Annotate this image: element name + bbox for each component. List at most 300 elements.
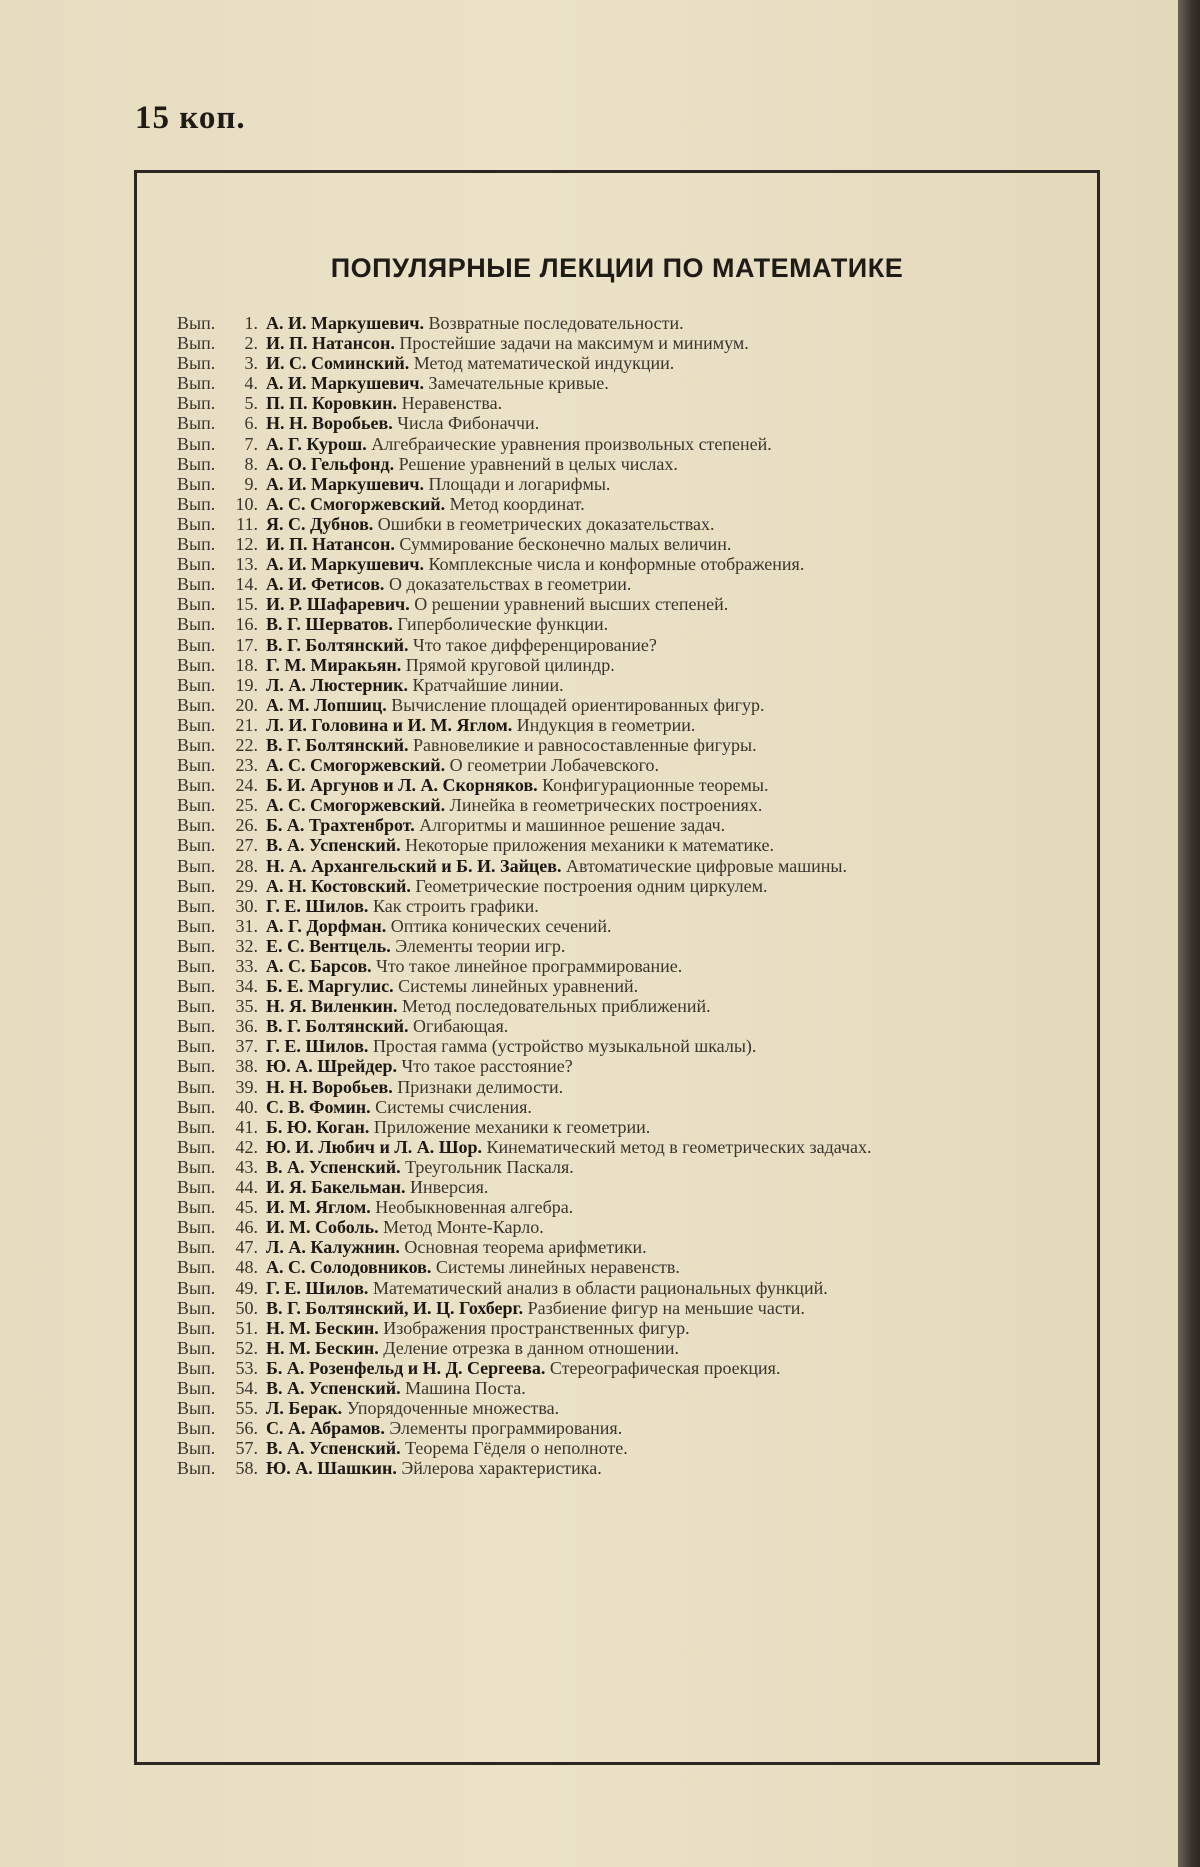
issue-number: 56. bbox=[235, 1418, 258, 1439]
issue-number: 43. bbox=[235, 1156, 258, 1177]
issue-title: Необыкновенная алгебра. bbox=[375, 1197, 574, 1218]
issue-text bbox=[266, 876, 1057, 896]
issue-number: 7. bbox=[244, 433, 258, 454]
issue-entry bbox=[177, 695, 1057, 715]
issue-number: 52. bbox=[235, 1337, 258, 1358]
issue-entry bbox=[177, 1117, 1057, 1137]
issue-number: 40. bbox=[235, 1096, 258, 1117]
issue-text bbox=[266, 514, 1057, 534]
issue-number: 1. bbox=[244, 313, 258, 333]
issue-prefix: Вып. bbox=[177, 1357, 216, 1378]
issue-entry bbox=[177, 876, 1057, 896]
issue-text bbox=[266, 1137, 1057, 1157]
issue-author: И. Р. Шафаревич. bbox=[266, 594, 410, 615]
issue-prefix: Вып. bbox=[177, 1016, 216, 1037]
issue-number: 24. bbox=[235, 775, 258, 796]
issue-entry bbox=[177, 514, 1057, 534]
issue-number: 32. bbox=[235, 935, 258, 956]
issue-author: В. А. Успенский. bbox=[266, 1156, 401, 1177]
issue-entry bbox=[177, 1036, 1057, 1056]
issue-author: А. И. Маркушевич. bbox=[266, 473, 425, 494]
issue-title: Конфигурационные теоремы. bbox=[542, 775, 769, 796]
issue-prefix: Вып. bbox=[177, 1317, 216, 1338]
issue-author: Л. А. Калужнин. bbox=[266, 1237, 400, 1258]
issue-title: Основная теорема арифметики. bbox=[404, 1237, 647, 1258]
issue-entry bbox=[177, 1278, 1057, 1298]
issue-text bbox=[266, 1157, 1057, 1177]
issue-prefix: Вып. bbox=[177, 694, 216, 715]
issue-text bbox=[266, 795, 1057, 815]
issue-title: О геометрии Лобачевского. bbox=[449, 755, 660, 776]
issue-text bbox=[266, 574, 1057, 594]
issue-number: 31. bbox=[235, 915, 258, 936]
issue-text bbox=[266, 1378, 1057, 1398]
issue-number: 37. bbox=[235, 1036, 258, 1057]
issue-prefix: Вып. bbox=[177, 895, 216, 916]
issue-number: 22. bbox=[235, 734, 258, 755]
issue-prefix: Вып. bbox=[177, 976, 216, 997]
issue-text bbox=[266, 454, 1057, 474]
issue-author: А. С. Смогоржевский. bbox=[266, 795, 446, 816]
issue-text bbox=[266, 856, 1057, 876]
issue-prefix: Вып. bbox=[177, 1136, 216, 1157]
issue-list bbox=[177, 313, 1057, 1478]
issue-number: 41. bbox=[235, 1116, 258, 1137]
issue-title: Суммирование бесконечно малых величин. bbox=[399, 534, 732, 555]
issue-text bbox=[266, 594, 1057, 614]
issue-title: Изображения пространственных фигур. bbox=[383, 1317, 690, 1338]
issue-number: 29. bbox=[235, 875, 258, 896]
issue-title: Элементы программирования. bbox=[389, 1418, 623, 1439]
issue-title: Метод Монте-Карло. bbox=[383, 1217, 544, 1238]
issue-number: 23. bbox=[235, 755, 258, 776]
issue-author: Б. Ю. Коган. bbox=[266, 1116, 370, 1137]
issue-title: Элементы теории игр. bbox=[395, 935, 566, 956]
issue-author: А. Г. Дорфман. bbox=[266, 915, 387, 936]
issue-prefix: Вып. bbox=[177, 1458, 216, 1479]
issue-prefix: Вып. bbox=[177, 714, 216, 735]
issue-title: Вычисление площадей ориентированных фигур. bbox=[391, 694, 765, 715]
issue-author: Б. А. Розенфельд и Н. Д. Сергеева. bbox=[266, 1357, 546, 1378]
issue-author: Е. С. Вентцель. bbox=[266, 935, 391, 956]
issue-text bbox=[266, 1217, 1057, 1237]
issue-entry bbox=[177, 373, 1057, 393]
issue-prefix: Вып. bbox=[177, 1156, 216, 1177]
issue-prefix: Вып. bbox=[177, 574, 216, 595]
issue-title: Гиперболические функции. bbox=[397, 614, 609, 635]
issue-author: А. С. Барсов. bbox=[266, 956, 372, 976]
issue-text bbox=[266, 1458, 1057, 1478]
issue-prefix: Вып. bbox=[177, 534, 216, 555]
issue-text bbox=[266, 775, 1057, 795]
issue-number: 58. bbox=[235, 1458, 258, 1479]
issue-entry bbox=[177, 635, 1057, 655]
issue-entry bbox=[177, 1378, 1057, 1398]
issue-number: 36. bbox=[235, 1016, 258, 1037]
issue-title: Площади и логарифмы. bbox=[428, 473, 611, 494]
issue-text bbox=[266, 635, 1057, 655]
issue-number: 9. bbox=[244, 473, 258, 494]
issue-entry bbox=[177, 1056, 1057, 1076]
issue-title: Упорядоченные множества. bbox=[346, 1398, 560, 1419]
issue-title: Алгоритмы и машинное решение задач. bbox=[419, 815, 726, 836]
issue-author: Н. Я. Виленкин. bbox=[266, 996, 398, 1017]
series-heading: ПОПУЛЯРНЫЕ ЛЕКЦИИ ПО МАТЕМАТИКЕ bbox=[330, 253, 904, 283]
issue-entry bbox=[177, 1438, 1057, 1458]
issue-entry bbox=[177, 333, 1057, 353]
issue-entry bbox=[177, 996, 1057, 1016]
issue-number: 8. bbox=[244, 453, 258, 474]
issue-prefix: Вып. bbox=[177, 734, 216, 755]
issue-title: Системы линейных уравнений. bbox=[398, 976, 639, 997]
issue-number: 3. bbox=[244, 353, 258, 374]
issue-prefix: Вып. bbox=[177, 473, 216, 494]
issue-number: 47. bbox=[235, 1237, 258, 1258]
issue-prefix: Вып. bbox=[177, 1337, 216, 1358]
issue-title: Решение уравнений в целых числах. bbox=[398, 453, 678, 474]
issue-number: 6. bbox=[244, 413, 258, 434]
issue-text bbox=[266, 976, 1057, 996]
issue-prefix: Вып. bbox=[177, 634, 216, 655]
issue-prefix: Вып. bbox=[177, 1398, 216, 1419]
issue-author: В. Г. Болтянский. bbox=[266, 734, 409, 755]
issue-entry bbox=[177, 574, 1057, 594]
issue-entry bbox=[177, 675, 1057, 695]
issue-entry bbox=[177, 1458, 1057, 1478]
issue-title: Геометрические построения одним циркулем. bbox=[415, 875, 768, 896]
issue-prefix: Вып. bbox=[177, 353, 216, 374]
issue-title: Что такое расстояние? bbox=[401, 1056, 573, 1077]
issue-text bbox=[266, 1237, 1057, 1257]
issue-author: В. Г. Болтянский. bbox=[266, 634, 409, 655]
issue-text bbox=[266, 1117, 1057, 1137]
issue-prefix: Вып. bbox=[177, 333, 216, 354]
issue-number: 14. bbox=[235, 574, 258, 595]
issue-prefix: Вып. bbox=[177, 313, 216, 333]
issue-prefix: Вып. bbox=[177, 1096, 216, 1117]
issue-title: Деление отрезка в данном отношении. bbox=[383, 1337, 680, 1358]
issue-title: Треугольник Паскаля. bbox=[405, 1156, 574, 1177]
issue-text bbox=[266, 1036, 1057, 1056]
issue-number: 19. bbox=[235, 674, 258, 695]
issue-number: 35. bbox=[235, 996, 258, 1017]
issue-prefix: Вып. bbox=[177, 393, 216, 414]
issue-number: 46. bbox=[235, 1217, 258, 1238]
issue-title: Что такое линейное программирование. bbox=[376, 956, 683, 976]
series-frame bbox=[134, 170, 1100, 1765]
issue-prefix: Вып. bbox=[177, 835, 216, 856]
issue-number: 44. bbox=[235, 1177, 258, 1198]
issue-prefix: Вып. bbox=[177, 1277, 216, 1298]
issue-text bbox=[266, 494, 1057, 514]
issue-entry bbox=[177, 815, 1057, 835]
issue-entry bbox=[177, 534, 1057, 554]
issue-prefix: Вып. bbox=[177, 1036, 216, 1057]
issue-entry bbox=[177, 353, 1057, 373]
issue-prefix: Вып. bbox=[177, 956, 216, 976]
issue-entry bbox=[177, 1318, 1057, 1338]
issue-author: В. Г. Шерватов. bbox=[266, 614, 393, 635]
issue-entry bbox=[177, 715, 1057, 735]
issue-prefix: Вып. bbox=[177, 775, 216, 796]
issue-number: 51. bbox=[235, 1317, 258, 1338]
issue-text bbox=[266, 413, 1057, 433]
issue-author: А. М. Лопшиц. bbox=[266, 694, 387, 715]
issue-title: Метод последовательных приближений. bbox=[401, 996, 711, 1017]
issue-text bbox=[266, 1278, 1057, 1298]
issue-title: Возвратные последовательности. bbox=[428, 313, 684, 333]
issue-prefix: Вып. bbox=[177, 875, 216, 896]
issue-entry bbox=[177, 1257, 1057, 1277]
issue-text bbox=[266, 373, 1057, 393]
issue-number: 49. bbox=[235, 1277, 258, 1298]
issue-author: С. А. Абрамов. bbox=[266, 1418, 385, 1439]
issue-entry bbox=[177, 775, 1057, 795]
issue-entry bbox=[177, 393, 1057, 413]
issue-author: В. А. Успенский. bbox=[266, 835, 401, 856]
issue-text bbox=[266, 735, 1057, 755]
issue-text bbox=[266, 695, 1057, 715]
issue-entry bbox=[177, 1137, 1057, 1157]
issue-text bbox=[266, 1177, 1057, 1197]
issue-author: П. П. Коровкин. bbox=[266, 393, 398, 414]
issue-number: 20. bbox=[235, 694, 258, 715]
issue-text bbox=[266, 835, 1057, 855]
issue-text bbox=[266, 434, 1057, 454]
issue-text bbox=[266, 1097, 1057, 1117]
issue-entry bbox=[177, 1016, 1057, 1036]
issue-title: Системы линейных неравенств. bbox=[435, 1257, 680, 1278]
issue-number: 48. bbox=[235, 1257, 258, 1278]
issue-entry bbox=[177, 956, 1057, 976]
issue-title: Индукция в геометрии. bbox=[516, 714, 696, 735]
issue-number: 57. bbox=[235, 1438, 258, 1459]
issue-title: Системы счисления. bbox=[375, 1096, 532, 1117]
issue-title: Некоторые приложения механики к математике. bbox=[405, 835, 774, 856]
issue-prefix: Вып. bbox=[177, 855, 216, 876]
issue-entry bbox=[177, 735, 1057, 755]
issue-prefix: Вып. bbox=[177, 614, 216, 635]
issue-prefix: Вып. bbox=[177, 1257, 216, 1278]
issue-number: 10. bbox=[235, 493, 258, 514]
issue-entry bbox=[177, 1197, 1057, 1217]
issue-author: Н. Н. Воробьев. bbox=[266, 413, 393, 434]
issue-text bbox=[266, 1318, 1057, 1338]
issue-entry bbox=[177, 313, 1057, 333]
issue-entry bbox=[177, 936, 1057, 956]
issue-title: Эйлерова характеристика. bbox=[401, 1458, 602, 1479]
issue-author: А. И. Маркушевич. bbox=[266, 554, 425, 575]
issue-prefix: Вып. bbox=[177, 493, 216, 514]
issue-entry bbox=[177, 856, 1057, 876]
issue-number: 11. bbox=[236, 513, 258, 534]
issue-author: Б. А. Трахтенброт. bbox=[266, 815, 415, 836]
issue-number: 26. bbox=[235, 815, 258, 836]
issue-author: В. Г. Болтянский, И. Ц. Гохберг. bbox=[266, 1297, 524, 1318]
issue-text bbox=[266, 313, 1057, 333]
issue-title: Огибающая. bbox=[413, 1016, 509, 1037]
issue-entry bbox=[177, 1418, 1057, 1438]
issue-title: Признаки делимости. bbox=[397, 1076, 564, 1097]
issue-entry bbox=[177, 1217, 1057, 1237]
issue-author: Ю. А. Шашкин. bbox=[266, 1458, 397, 1479]
issue-prefix: Вып. bbox=[177, 594, 216, 615]
issue-text bbox=[266, 554, 1057, 574]
issue-author: Л. А. Люстерник. bbox=[266, 674, 409, 695]
issue-entry bbox=[177, 835, 1057, 855]
issue-number: 5. bbox=[244, 393, 258, 414]
issue-text bbox=[266, 614, 1057, 634]
issue-author: А. Н. Костовский. bbox=[266, 875, 411, 896]
issue-number: 53. bbox=[235, 1357, 258, 1378]
issue-title: Стереографическая проекция. bbox=[549, 1357, 781, 1378]
issue-title: Теорема Гёделя о неполноте. bbox=[405, 1438, 628, 1459]
issue-prefix: Вып. bbox=[177, 996, 216, 1017]
issue-author: Г. М. Миракьян. bbox=[266, 654, 402, 675]
issue-text bbox=[266, 1358, 1057, 1378]
issue-text bbox=[266, 936, 1057, 956]
issue-prefix: Вып. bbox=[177, 1177, 216, 1198]
issue-entry bbox=[177, 1157, 1057, 1177]
issue-author: В. А. Успенский. bbox=[266, 1438, 401, 1459]
issue-prefix: Вып. bbox=[177, 1217, 216, 1238]
issue-title: Кратчайшие линии. bbox=[412, 674, 564, 695]
issue-author: И. П. Натансон. bbox=[266, 333, 395, 354]
issue-entry bbox=[177, 795, 1057, 815]
issue-author: Н. А. Архангельский и Б. И. Зайцев. bbox=[266, 855, 562, 876]
issue-text bbox=[266, 996, 1057, 1016]
issue-number: 21. bbox=[235, 714, 258, 735]
issue-text bbox=[266, 1298, 1057, 1318]
issue-title: Автоматические цифровые машины. bbox=[566, 855, 847, 876]
issue-entry bbox=[177, 755, 1057, 775]
issue-entry bbox=[177, 1237, 1057, 1257]
issue-prefix: Вып. bbox=[177, 935, 216, 956]
issue-author: А. О. Гельфонд. bbox=[266, 453, 395, 474]
issue-prefix: Вып. bbox=[177, 554, 216, 575]
issue-title: Числа Фибоначчи. bbox=[397, 413, 540, 434]
issue-text bbox=[266, 675, 1057, 695]
issue-text bbox=[266, 1056, 1057, 1076]
issue-author: А. Г. Курош. bbox=[266, 433, 367, 454]
issue-author: И. М. Яглом. bbox=[266, 1197, 371, 1218]
issue-text bbox=[266, 1418, 1057, 1438]
issue-number: 4. bbox=[244, 373, 258, 394]
issue-entry bbox=[177, 1077, 1057, 1097]
issue-prefix: Вып. bbox=[177, 433, 216, 454]
issue-entry bbox=[177, 1398, 1057, 1418]
issue-text bbox=[266, 1016, 1057, 1036]
issue-prefix: Вып. bbox=[177, 654, 216, 675]
issue-title: Неравенства. bbox=[401, 393, 503, 414]
issue-number: 30. bbox=[235, 895, 258, 916]
issue-author: А. И. Маркушевич. bbox=[266, 373, 425, 394]
issue-entry bbox=[177, 1177, 1057, 1197]
issue-entry bbox=[177, 1338, 1057, 1358]
issue-prefix: Вып. bbox=[177, 1377, 216, 1398]
issue-text bbox=[266, 896, 1057, 916]
issue-text bbox=[266, 1398, 1057, 1418]
issue-author: И. П. Натансон. bbox=[266, 534, 395, 555]
issue-prefix: Вып. bbox=[177, 1237, 216, 1258]
issue-text bbox=[266, 1338, 1057, 1358]
issue-author: Ю. А. Шрейдер. bbox=[266, 1056, 398, 1077]
issue-entry bbox=[177, 976, 1057, 996]
issue-text bbox=[266, 1197, 1057, 1217]
issue-prefix: Вып. bbox=[177, 755, 216, 776]
issue-text bbox=[266, 655, 1057, 675]
issue-number: 34. bbox=[235, 976, 258, 997]
issue-author: А. С. Солодовников. bbox=[266, 1257, 432, 1278]
issue-title: О доказательствах в геометрии. bbox=[388, 574, 632, 595]
issue-prefix: Вып. bbox=[177, 373, 216, 394]
issue-number: 18. bbox=[235, 654, 258, 675]
issue-title: О решении уравнений высших степеней. bbox=[414, 594, 729, 615]
issue-entry bbox=[177, 554, 1057, 574]
issue-title: Простая гамма (устройство музыкальной шкалы). bbox=[372, 1036, 757, 1057]
issue-title: Замечательные кривые. bbox=[428, 373, 609, 394]
issue-title: Инверсия. bbox=[409, 1177, 489, 1198]
issue-title: Машина Поста. bbox=[405, 1377, 526, 1398]
issue-prefix: Вып. bbox=[177, 1076, 216, 1097]
issue-author: Л. И. Головина и И. М. Яглом. bbox=[266, 714, 513, 735]
issue-number: 54. bbox=[235, 1377, 258, 1398]
issue-prefix: Вып. bbox=[177, 915, 216, 936]
issue-entry bbox=[177, 916, 1057, 936]
issue-prefix: Вып. bbox=[177, 1116, 216, 1137]
issue-entry bbox=[177, 1298, 1057, 1318]
issue-text bbox=[266, 815, 1057, 835]
issue-author: Л. Берак. bbox=[266, 1398, 343, 1419]
issue-text bbox=[266, 534, 1057, 554]
issue-number: 25. bbox=[235, 795, 258, 816]
issue-text bbox=[266, 956, 1057, 976]
issue-author: С. В. Фомин. bbox=[266, 1096, 371, 1117]
issue-number: 13. bbox=[235, 554, 258, 575]
issue-text bbox=[266, 333, 1057, 353]
issue-entry bbox=[177, 474, 1057, 494]
issue-author: А. И. Фетисов. bbox=[266, 574, 385, 595]
issue-title: Приложение механики к геометрии. bbox=[373, 1116, 651, 1137]
issue-entry bbox=[177, 896, 1057, 916]
issue-author: Г. Е. Шилов. bbox=[266, 1277, 369, 1298]
issue-number: 39. bbox=[235, 1076, 258, 1097]
issue-number: 2. bbox=[244, 333, 258, 354]
issue-title: Линейка в геометрических построениях. bbox=[449, 795, 763, 816]
issue-entry bbox=[177, 413, 1057, 433]
issue-author: Н. М. Бескин. bbox=[266, 1337, 379, 1358]
issue-entry bbox=[177, 1097, 1057, 1117]
issue-text bbox=[266, 916, 1057, 936]
issue-author: А. С. Смогоржевский. bbox=[266, 755, 446, 776]
issue-title: Простейшие задачи на максимум и минимум. bbox=[399, 333, 749, 354]
issue-prefix: Вып. bbox=[177, 513, 216, 534]
issue-prefix: Вып. bbox=[177, 1056, 216, 1077]
issue-prefix: Вып. bbox=[177, 453, 216, 474]
issue-text bbox=[266, 715, 1057, 735]
issue-title: Прямой круговой цилиндр. bbox=[405, 654, 615, 675]
issue-text bbox=[266, 393, 1057, 413]
issue-title: Оптика конических сечений. bbox=[390, 915, 612, 936]
issue-author: В. А. Успенский. bbox=[266, 1377, 401, 1398]
issue-author: Н. Н. Воробьев. bbox=[266, 1076, 393, 1097]
issue-author: Г. Е. Шилов. bbox=[266, 895, 369, 916]
issue-number: 55. bbox=[235, 1398, 258, 1419]
issue-title: Разбиение фигур на меньшие части. bbox=[527, 1297, 805, 1318]
issue-number: 16. bbox=[235, 614, 258, 635]
issue-title: Метод математической индукции. bbox=[413, 353, 675, 374]
price-label: 15 коп. bbox=[135, 100, 246, 136]
